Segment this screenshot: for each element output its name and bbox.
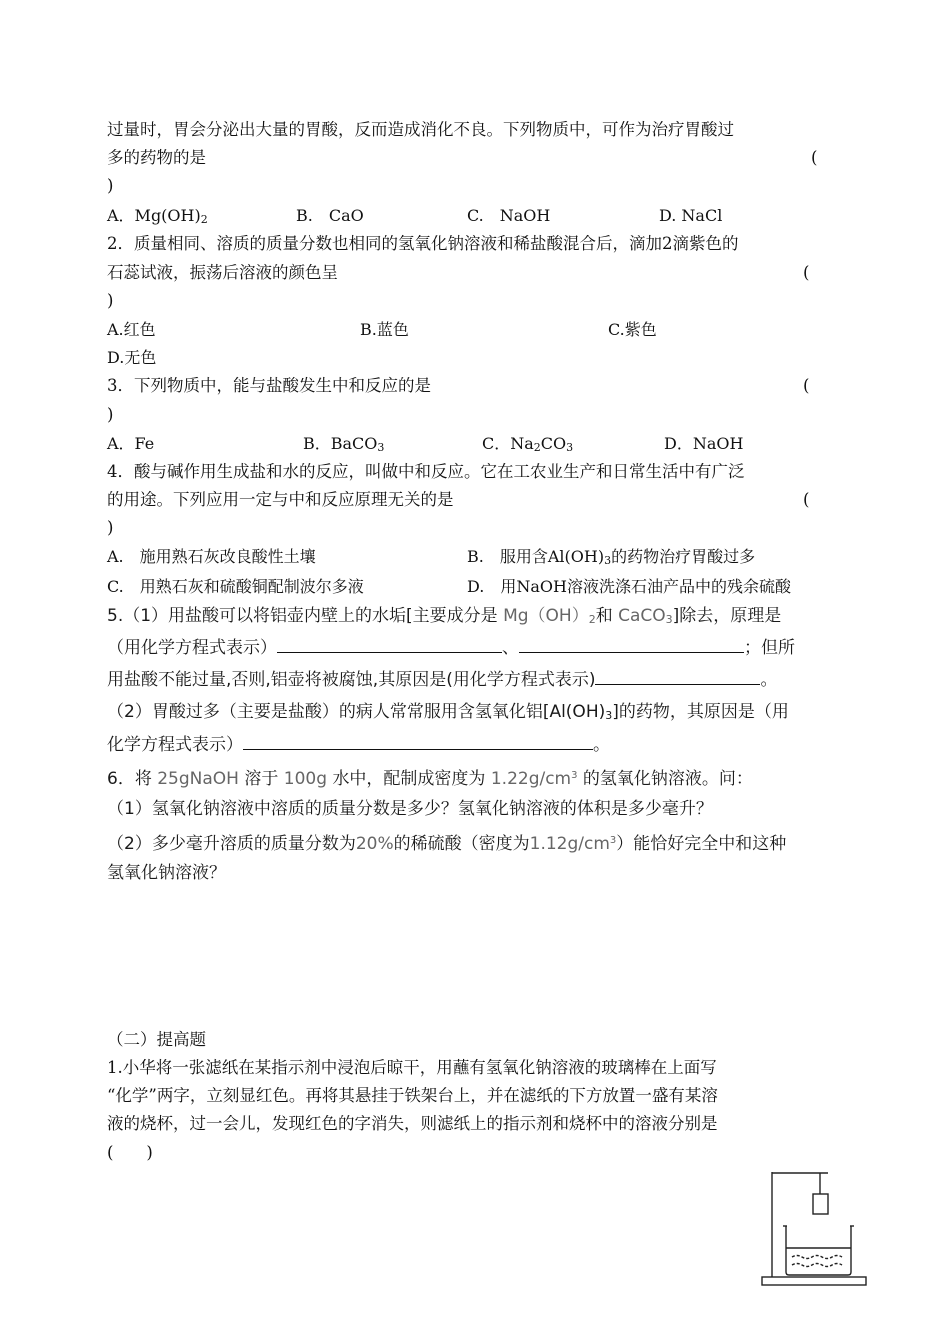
- q5-line5: 化学方程式表示） 。: [107, 735, 610, 755]
- q4-paren-open: (: [803, 490, 810, 509]
- q4-option-b: B. 服用含$Al(OH)_3$的药物治疗胃酸过多: [467, 547, 756, 567]
- stand-base: [762, 1277, 866, 1285]
- section2-q1-line4: ( ): [107, 1143, 153, 1162]
- q5-blank-3[interactable]: [595, 668, 760, 685]
- q2-option-c: C.紫色: [608, 320, 657, 339]
- q3-paren-open: (: [803, 376, 810, 395]
- q0-option-b: B. CaO: [296, 206, 364, 225]
- q2-option-b: B.蓝色: [360, 320, 409, 339]
- q4-option-a: A. 施用熟石灰改良酸性土壤: [107, 547, 316, 566]
- q3-option-d: D．NaOH: [664, 434, 744, 453]
- q3-paren-close: ): [107, 405, 114, 424]
- solution-wave-2: [792, 1264, 842, 1267]
- q6-line2: （1）氢氧化钠溶液中溶质的质量分数是多少？氢氧化钠溶液的体积是多少毫升？: [107, 799, 713, 819]
- q6-line3: （2）多少毫升溶质的质量分数为20%的稀硫酸（密度为$1.12g/cm^3$）能恰好完全中和这种: [107, 834, 787, 854]
- q2-paren-open: (: [803, 263, 810, 282]
- q3-option-c: C．$Na_2CO_3$: [482, 434, 574, 454]
- q4-option-c: C. 用熟石灰和硫酸铜配制波尔多液: [107, 577, 364, 596]
- q5-line3: 用盐酸不能过量,否则,铝壶将被腐蚀,其原因是(用化学方程式表示) 。: [107, 670, 778, 690]
- q5-line4: （2）胃酸过多（主要是盐酸）的病人常常服用含氢氧化铝$[Al(OH)_3]$的药物，其原因是（用: [107, 702, 789, 722]
- q5-line1: 5.（1）用盐酸可以将铝壶内壁上的水垢[主要成分是 $Mg(OH)_2$和 CaCO$_3$]除去，原理是: [107, 606, 782, 626]
- q3-option-b: B．BaCO$_3$: [303, 434, 385, 454]
- q4-paren-close: ): [107, 518, 114, 537]
- q0-paren-open: (: [811, 148, 818, 167]
- q2-line1: 2．质量相同、溶质的质量分数也相同的氢氧化钠溶液和稀盐酸混合后，滴加2滴紫色的: [107, 234, 739, 253]
- q3-line1: 3．下列物质中，能与盐酸发生中和反应的是: [107, 376, 431, 395]
- q5-blank-2[interactable]: [519, 636, 744, 653]
- q4-option-d: D. 用NaOH溶液洗涤石油产品中的残余硫酸: [467, 577, 791, 596]
- section2-q1-line3: 液的烧杯，过一会儿，发现红色的字消失，则滤纸上的指示剂和烧杯中的溶液分别是: [107, 1114, 718, 1133]
- filter-paper: [813, 1194, 828, 1214]
- q0-option-c: C. NaOH: [467, 206, 551, 225]
- q2-paren-close: ): [107, 291, 114, 310]
- beaker: [786, 1226, 851, 1275]
- q3-option-a: A．Fe: [107, 434, 155, 453]
- q4-line2: 的用途。下列应用一定与中和反应原理无关的是: [107, 490, 454, 509]
- q5-line2: （用化学方程式表示） 、 ；但所: [107, 638, 795, 658]
- q6-line1: 6．将 25gNaOH 溶于 100g 水中，配制成密度为 $1.22g/cm^3$ 的氢氧化钠溶液。问：: [107, 769, 753, 789]
- q0-option-a: A．$Mg(OH)_2$: [107, 206, 208, 226]
- section2-q1-line1: 1.小华将一张滤纸在某指示剂中浸泡后晾干，用蘸有氢氧化钠溶液的玻璃棒在上面写: [107, 1058, 717, 1077]
- q0-line1: 过量时，胃会分泌出大量的胃酸，反而造成消化不良。下列物质中，可作为治疗胃酸过: [107, 120, 734, 139]
- solution-wave-1: [792, 1256, 842, 1259]
- q6-line4: 氢氧化钠溶液？: [107, 863, 226, 883]
- q2-option-d: D.无色: [107, 348, 157, 367]
- q0-paren-close: ): [107, 176, 114, 195]
- q2-line2: 石蕊试液，振荡后溶液的颜色呈: [107, 263, 338, 282]
- q0-line2: 多的药物的是: [107, 148, 206, 167]
- q0-option-d: D. NaCl: [659, 206, 723, 225]
- q2-option-a: A.红色: [107, 320, 156, 339]
- q5-blank-4[interactable]: [243, 733, 593, 750]
- q5-blank-1[interactable]: [277, 636, 502, 653]
- q4-line1: 4．酸与碱作用生成盐和水的反应，叫做中和反应。它在工农业生产和日常生活中有广泛: [107, 462, 745, 481]
- section2-heading: （二）提高题: [107, 1030, 206, 1049]
- iron-stand-beaker-diagram: [758, 1168, 870, 1288]
- section2-q1-line2: “化学”两字，立刻显红色。再将其悬挂于铁架台上，并在滤纸的下方放置一盛有某溶: [107, 1086, 718, 1105]
